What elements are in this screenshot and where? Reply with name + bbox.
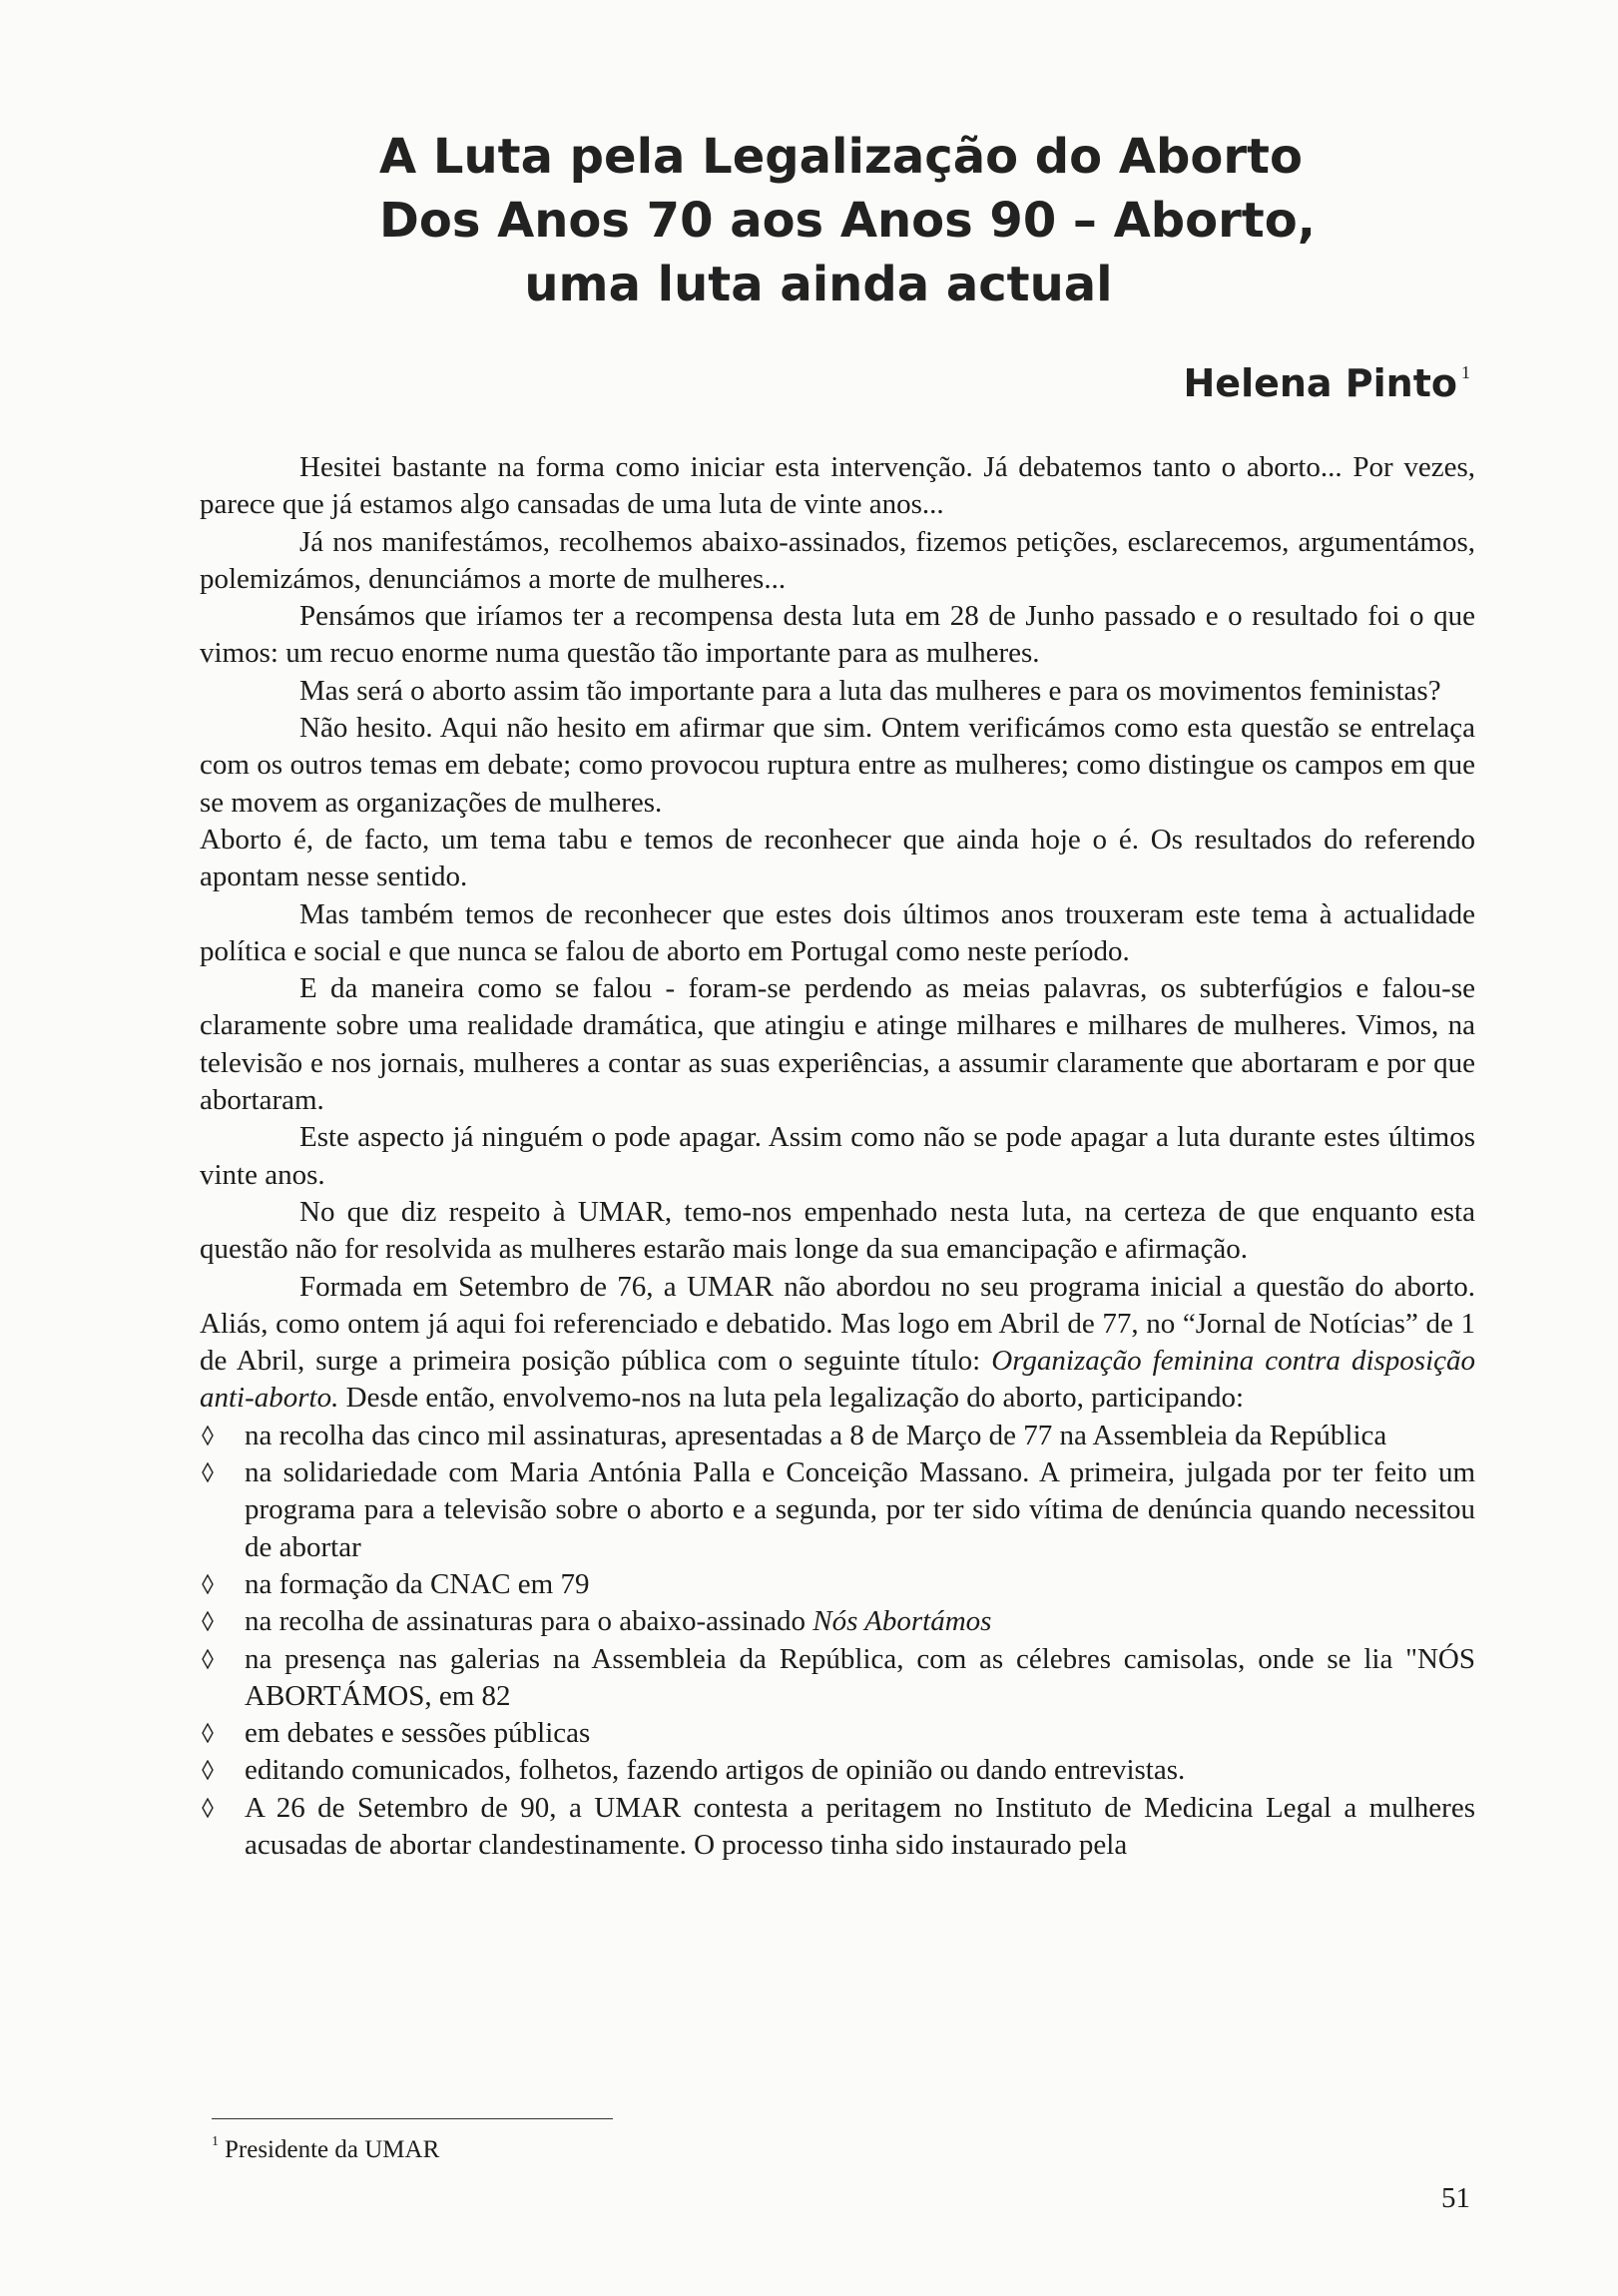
list-item-text: editando comunicados, folhetos, fazendo artigos de opinião ou dando entrevistas.: [245, 1754, 1186, 1787]
italic-title: Organização feminina contra disposição anti-aborto.: [200, 1345, 1475, 1415]
list-item: [200, 1603, 1475, 1640]
list-item-text: na formação da CNAC em 79: [245, 1567, 590, 1600]
author-byline: [1184, 361, 1471, 405]
article-body: [200, 449, 1475, 1864]
title-line-3: uma luta ainda actual: [524, 257, 1113, 312]
diamond-outline-icon: [202, 1723, 214, 1743]
italic-title: Nós Abortámos: [812, 1605, 992, 1638]
text-run: Formada em Setembro de 76, a UMAR não abordou no seu programa inicial a questão do aborto. Aliás, como ontem já aqui foi referenciado e debatido. Mas logo em Abril de 77, no “Jornal de Notícias” de 1 de Abril, surge a primeira posição pública com o seguinte título:: [200, 1270, 1475, 1378]
text-run: Desde então, envolvemo-nos na luta pela legalização do aborto, participando:: [338, 1382, 1245, 1415]
list-item-text: A 26 de Setembro de 90, a UMAR contesta a peritagem no Instituto de Medicina Legal a mulheres acusadas de abortar clandestinamente. O processo tinha sido instaurado pela: [245, 1791, 1475, 1861]
list-item: [200, 1641, 1475, 1716]
diamond-outline-icon: [202, 1760, 214, 1780]
author-footnote-ref: 1: [1461, 362, 1470, 382]
list-item-text: na recolha de assinaturas para o abaixo-assinado: [245, 1605, 813, 1638]
footnote: [212, 2134, 439, 2164]
diamond-outline-icon: [202, 1649, 214, 1669]
paragraph: Pensámos que iríamos ter a recompensa desta luta em 28 de Junho passado e o resultado foi o que vimos: um recuo enorme numa questão tão importante para as mulheres.: [200, 600, 1475, 670]
list-item: [200, 1790, 1475, 1865]
paragraph: Mas também temos de reconhecer que estes dois últimos anos trouxeram este tema à actualidade política e social e que nunca se falou de aborto em Portugal como neste período.: [200, 897, 1475, 967]
diamond-outline-icon: [202, 1462, 214, 1482]
title-line-2: Dos Anos 70 aos Anos 90 – Aborto,: [379, 193, 1316, 249]
paragraph: Hesitei bastante na forma como iniciar esta intervenção. Já debatemos tanto o aborto... Por vezes, parece que já estamos algo cansadas de uma luta de vinte anos...: [200, 451, 1475, 521]
paragraph: Não hesito. Aqui não hesito em afirmar que sim. Ontem verificámos como esta questão se entrelaça com os outros temas em debate; como provocou ruptura entre as mulheres; como distingue os campos em que se movem as organizações de mulheres.: [200, 712, 1475, 819]
participation-list: [200, 1418, 1475, 1865]
list-item-text: na recolha das cinco mil assinaturas, apresentadas a 8 de Março de 77 na Assembleia da República: [245, 1419, 1387, 1451]
paragraph: Mas será o aborto assim tão importante para a luta das mulheres e para os movimentos feministas?: [299, 674, 1441, 707]
author-name: Helena Pinto: [1183, 361, 1457, 405]
paragraph-umar-history: [200, 1269, 1475, 1418]
paragraph: No que diz respeito à UMAR, temo-nos empenhado nesta luta, na certeza de que enquanto esta questão não for resolvida as mulheres estarão mais longe da sua emancipação e afirmação.: [200, 1195, 1475, 1266]
list-item: [200, 1418, 1475, 1454]
diamond-outline-icon: [202, 1426, 214, 1445]
diamond-outline-icon: [202, 1611, 214, 1631]
diamond-outline-icon: [202, 1798, 214, 1818]
list-item: [200, 1566, 1475, 1603]
list-item: [200, 1454, 1475, 1566]
page-number: 51: [1441, 2182, 1470, 2214]
footnote-mark: 1: [212, 2134, 219, 2149]
paragraph: Este aspecto já ninguém o pode apagar. Assim como não se pode apagar a luta durante estes últimos vinte anos.: [200, 1121, 1475, 1191]
paragraph: Já nos manifestámos, recolhemos abaixo-assinados, fizemos petições, esclarecemos, argumentámos, polemizámos, denunciámos a morte de mulheres...: [200, 525, 1475, 595]
paragraph: E da maneira como se falou - foram-se perdendo as meias palavras, os subterfúgios e falou-se claramente sobre uma realidade dramática, que atingiu e atinge milhares e milhares de mulheres. Vimos, na televisão e nos jornais, mulheres a contar as suas experiências, a assumir claramente que abortaram e por que abortaram.: [200, 972, 1475, 1117]
footnote-divider: [212, 2118, 613, 2119]
list-item-text: na solidariedade com Maria Antónia Palla e Conceição Massano. A primeira, julgada por ter feito um programa para a televisão sobre o aborto e a segunda, por ter sido vítima de denúncia quando necessitou de abortar: [245, 1456, 1475, 1563]
article-title: [379, 125, 1316, 316]
list-item: [200, 1715, 1475, 1752]
title-line-1: A Luta pela Legalização do Aborto: [379, 129, 1303, 185]
list-item-text: na presença nas galerias na Assembleia da República, com as célebres camisolas, onde se lia "NÓS ABORTÁMOS, em 82: [245, 1642, 1475, 1712]
footnote-text: Presidente da UMAR: [225, 2136, 440, 2163]
diamond-outline-icon: [202, 1574, 214, 1594]
paragraph: Aborto é, de facto, um tema tabu e temos de reconhecer que ainda hoje o é. Os resultados do referendo apontam nesse sentido.: [200, 823, 1475, 893]
list-item: [200, 1752, 1475, 1789]
list-item-text: em debates e sessões públicas: [245, 1717, 591, 1750]
